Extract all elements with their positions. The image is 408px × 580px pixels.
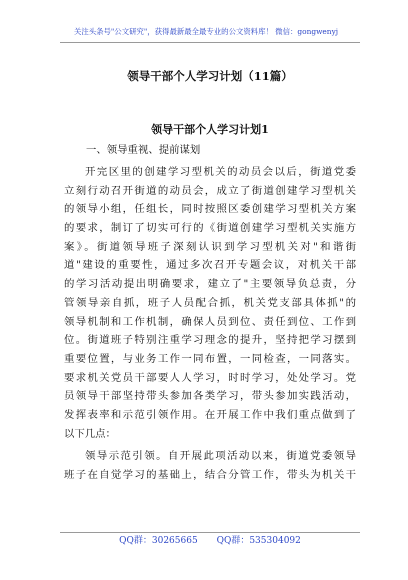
text-line: 重要位置，与业务工作一同布置，一同检查，一同落实。 xyxy=(64,352,356,365)
body-paragraphs xyxy=(64,163,356,485)
text-line: 员领导干部坚持带头参加各类学习，带头参加实践活动， xyxy=(64,390,356,403)
header-banner: 关注头条号"公文研究"，获得最新最全最专业的公文资料库！ 微信：gongwenyj xyxy=(73,27,339,36)
section-subheading: 一、领导重视、提前谋划 xyxy=(86,144,201,156)
text-line: 以下几点： xyxy=(64,427,116,440)
footer-divider xyxy=(60,532,360,533)
text-line: 开完区里的创建学习型机关的动员会以后，街道党委 xyxy=(85,166,356,178)
text-line: 班子在自觉学习的基础上，结合分管工作，带头为机关干 xyxy=(64,469,356,481)
text-line: 的学习活动提出明确要求，建立了"主要领导负总责，分 xyxy=(64,278,356,291)
text-line: 案》。街道领导班子深刻认识到学习型机关对"和谐街 xyxy=(64,240,356,253)
section-title: 领导干部个人学习计划1 xyxy=(151,123,269,136)
text-line: 发挥表率和示范引领作用。在开展工作中我们重点做到了 xyxy=(64,408,356,421)
text-line: 立刻行动召开街道的动员会，成立了街道创建学习型机关 xyxy=(64,184,356,197)
document-title: 领导干部个人学习计划（11篇） xyxy=(127,69,293,83)
footer-qq-group-2: QQ群：535304092 xyxy=(216,536,301,546)
text-line: 领导示范引领。自开展此项活动以来，街道党委领导 xyxy=(85,450,356,463)
text-line: 道"建设的重要性，通过多次召开专题会议，对机关干部 xyxy=(64,259,356,272)
text-line: 要求机关党员干部要人人学习，时时学习，处处学习。党 xyxy=(64,371,356,384)
text-line: 的领导小组，任组长，同时按照区委创建学习型机关方案 xyxy=(64,203,356,216)
text-line: 领导机制和工作机制，确保人员到位、责任到位、工作到 xyxy=(64,315,356,328)
footer-contact xyxy=(60,535,360,547)
header-divider xyxy=(60,42,360,43)
footer-qq-group-1: QQ群：30265665 xyxy=(119,536,198,546)
text-line: 位。街道班子特别注重学习理念的提升，坚持把学习摆到 xyxy=(64,334,356,347)
text-line: 管领导亲自抓，班子人员配合抓，机关党支部具体抓"的 xyxy=(64,296,356,309)
text-line: 的要求，制订了切实可行的《街道创建学习型机关实施方 xyxy=(64,222,356,235)
